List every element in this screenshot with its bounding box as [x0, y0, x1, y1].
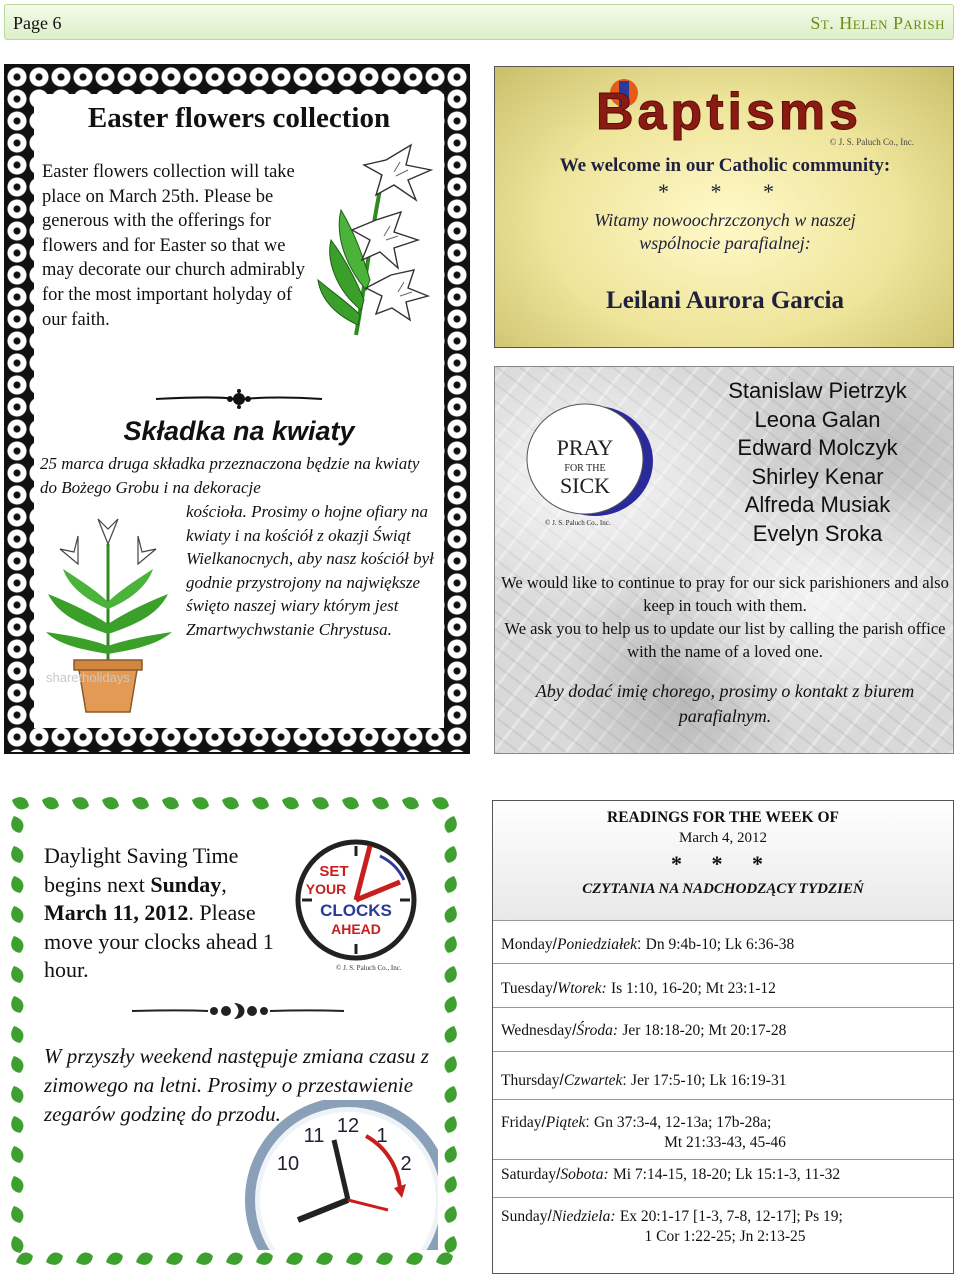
leaf-ornament [130, 794, 151, 811]
sick-text-pl: Aby dodać imię chorego, prosimy o kontakt z biurem parafialnym. [535, 681, 915, 726]
reading-row-tuesday: Tuesday/Wtorek: Is 1:10, 16-20; Mt 23:1-12 [501, 980, 776, 997]
svg-text:SET: SET [319, 863, 349, 880]
leaf-ornament [442, 1204, 459, 1225]
leaf-ornament [344, 1250, 365, 1267]
polish-flowers-text: kościoła. Prosimy o hojne ofiary na kwiaty i na kościół z okazji Świąt Wielkanocnych, aby nasz kościół był godnie przystrojony na największe święto naszej wiary którym jest Zmartwychwstanie Chrystusa. [186, 502, 434, 639]
baptized-name: Leilani Aurora Garcia [606, 287, 844, 314]
sick-name: Stanislaw Pietrzyk [728, 378, 907, 403]
leaf-ornament [442, 1114, 459, 1135]
leaf-ornament [44, 1250, 65, 1267]
leaf-ornament [104, 1250, 125, 1267]
svg-text:PRAY: PRAY [556, 435, 614, 460]
decorative-divider [154, 388, 324, 410]
polish-flowers-intro: 25 marca druga składka przeznaczona będzie na kwiaty do Bożego Grobu i na dekoracje [40, 454, 420, 497]
svg-text:12: 12 [336, 1115, 360, 1137]
leaf-ornament [442, 1144, 459, 1165]
decorative-divider-2 [128, 998, 348, 1024]
leaf-ornament [40, 794, 61, 811]
svg-text:SICK: SICK [559, 473, 611, 498]
polish-flowers-title: Składka na kwiaty [123, 416, 355, 446]
leaf-ornament [8, 874, 25, 895]
reading-row-saturday: Saturday/Sobota: Mi 7:14-15, 18-20; Lk 15:1-3, 11-32 [501, 1166, 841, 1183]
leaf-ornament [100, 794, 121, 811]
sick-name: Evelyn Sroka [752, 520, 883, 546]
leaf-ornament [442, 874, 459, 895]
leaf-ornament [442, 1174, 459, 1195]
wall-clock-icon [238, 1100, 438, 1250]
leaf-ornament [400, 794, 421, 811]
svg-text:1: 1 [376, 1125, 388, 1147]
svg-text:Baptisms: Baptisms [595, 83, 863, 141]
readings-stars: * * * [671, 851, 775, 876]
leaf-ornament [8, 1024, 25, 1045]
easter-flowers-box [4, 64, 470, 754]
leaf-ornament [8, 1144, 25, 1165]
watermark-text: sharetholidays [46, 670, 130, 685]
leaf-ornament [370, 794, 391, 811]
leaf-ornament [8, 1114, 25, 1135]
svg-text:© J. S. Paluch Co., Inc.: © J. S. Paluch Co., Inc. [336, 964, 402, 972]
svg-text:AHEAD: AHEAD [331, 921, 381, 937]
potted-lily-illustration [38, 514, 180, 714]
leaf-ornament [224, 1250, 245, 1267]
leaf-ornament [8, 844, 25, 865]
leaf-ornament [430, 794, 451, 811]
leaf-ornament [8, 904, 25, 925]
leaf-ornament [314, 1250, 335, 1267]
leaf-ornament [14, 1250, 35, 1267]
sick-name: Edward Molczyk [737, 435, 898, 460]
leaf-ornament [134, 1250, 155, 1267]
leaf-ornament [70, 794, 91, 811]
readings-date: March 4, 2012 [679, 830, 767, 846]
leaf-ornament [442, 964, 459, 985]
leaf-ornament [310, 794, 331, 811]
daylight-saving-text: Daylight Saving Time begins next Sunday, March 11, 2012. Please move your clocks ahead 1 hour. [44, 843, 274, 982]
svg-text:11: 11 [303, 1125, 325, 1147]
leaf-ornament [160, 794, 181, 811]
parish-name: St. Helen Parish [810, 13, 945, 33]
leaf-ornament [220, 794, 241, 811]
svg-text:FOR THE: FOR THE [564, 463, 606, 474]
leaf-ornament [8, 1174, 25, 1195]
readings-title: READINGS FOR THE WEEK OF [607, 809, 839, 826]
leaf-ornament [442, 814, 459, 835]
leaf-ornament [442, 844, 459, 865]
sick-text-en-1: We would like to continue to pray for our sick parishioners and also keep in touch with them. [501, 573, 949, 615]
leaf-ornament [442, 904, 459, 925]
reading-row-sunday: Sunday/Niedziela: Ex 20:1-17 [1-3, 7-8, 12-17]; Ps 19; 1 Cor 1:22-25; Jn 2:13-25 [501, 1208, 843, 1245]
sick-names-list [685, 377, 950, 548]
baptisms-box [494, 66, 954, 348]
svg-text:10: 10 [276, 1153, 300, 1175]
leaf-ornament [10, 794, 31, 811]
leaf-ornament [280, 794, 301, 811]
leaf-ornament [164, 1250, 185, 1267]
reading-row-friday: Friday/Piątek: Gn 37:3-4, 12-13a; 17b-28a; Mt 21:33-43, 45-46 [501, 1114, 786, 1151]
leaf-ornament [190, 794, 211, 811]
sick-name: Shirley Kenar [751, 463, 884, 489]
leaf-ornament [442, 1084, 459, 1105]
reading-row-wednesday: Wednesday/Środa: Jer 18:18-20; Mt 20:17-28 [501, 1022, 787, 1039]
dst-date: March 11, 2012 [44, 900, 189, 925]
page-header [4, 4, 954, 40]
leaf-ornament [434, 1250, 455, 1267]
leaf-ornament [442, 1024, 459, 1045]
leaf-ornament [8, 1234, 25, 1255]
leaf-ornament [442, 1234, 459, 1255]
leaf-ornament [442, 1054, 459, 1075]
sick-name: Leona Galan [754, 406, 881, 432]
readings-title-pl: CZYTANIA NA NADCHODZĄCY TYDZIEŃ [582, 881, 864, 897]
pray-for-sick-badge [517, 399, 657, 529]
leaf-ornament [254, 1250, 275, 1267]
reading-row-thursday: Thursday/Czwartek: Jer 17:5-10; Lk 16:19-31 [501, 1072, 787, 1089]
leaf-ornament [8, 934, 25, 955]
baptisms-logo [539, 71, 919, 151]
leaf-ornament [250, 794, 271, 811]
page-number: Page 6 [13, 13, 62, 33]
set-clocks-ahead-icon [290, 836, 420, 972]
svg-text:2: 2 [400, 1153, 412, 1175]
reading-row-monday: Monday/Poniedziałek: Dn 9:4b-10; Lk 6:36-38 [501, 936, 795, 953]
baptisms-welcome-pl: Witamy nowoochrzczonych w naszej wspólnocie parafialnej: [594, 210, 856, 253]
svg-text:CLOCKS: CLOCKS [320, 901, 392, 920]
leaf-ornament [194, 1250, 215, 1267]
leaf-ornament [8, 1054, 25, 1075]
baptisms-stars: * * * [658, 179, 792, 204]
leaf-ornament [8, 964, 25, 985]
leaf-ornament [374, 1250, 395, 1267]
svg-text:YOUR: YOUR [305, 881, 347, 897]
easter-flowers-title: Easter flowers collection [87, 102, 391, 134]
leaf-ornament [8, 1084, 25, 1105]
daylight-saving-text-pl: W przyszły weekend następuje zmiana czasu z zimowego na letni. Prosimy o przestawienie zegarów godzinę do przodu. [44, 1044, 429, 1126]
leaf-ornament [74, 1250, 95, 1267]
leaf-ornament [404, 1250, 425, 1267]
leaf-ornament [8, 994, 25, 1015]
readings-header [493, 801, 953, 921]
easter-flowers-text: Easter flowers collection will take place on March 25th. Please be generous with the offerings for flowers and for Easter so that we may decorate our church admirably for the most important holyday of our faith. [42, 162, 305, 330]
leaf-ornament [442, 994, 459, 1015]
pray-for-sick-box [494, 366, 954, 754]
sick-text-en-2: We ask you to help us to update our list by calling the parish office with the name of a loved one. [504, 619, 946, 661]
lily-illustration [316, 140, 440, 340]
dst-sunday: Sunday [150, 871, 222, 897]
readings-box [492, 800, 954, 1274]
baptisms-welcome-en: We welcome in our Catholic community: [559, 155, 891, 176]
leaf-ornament [284, 1250, 305, 1267]
leaf-ornament [340, 794, 361, 811]
svg-text:© J. S. Paluch Co., Inc.: © J. S. Paluch Co., Inc. [829, 137, 914, 147]
sick-name: Alfreda Musiak [744, 492, 891, 517]
svg-text:© J. S. Paluch Co., Inc.: © J. S. Paluch Co., Inc. [545, 519, 611, 527]
leaf-ornament [442, 934, 459, 955]
sick-text-en [501, 571, 949, 663]
leaf-ornament [8, 814, 25, 835]
leaf-ornament [8, 1204, 25, 1225]
easter-flowers-content [34, 94, 444, 728]
